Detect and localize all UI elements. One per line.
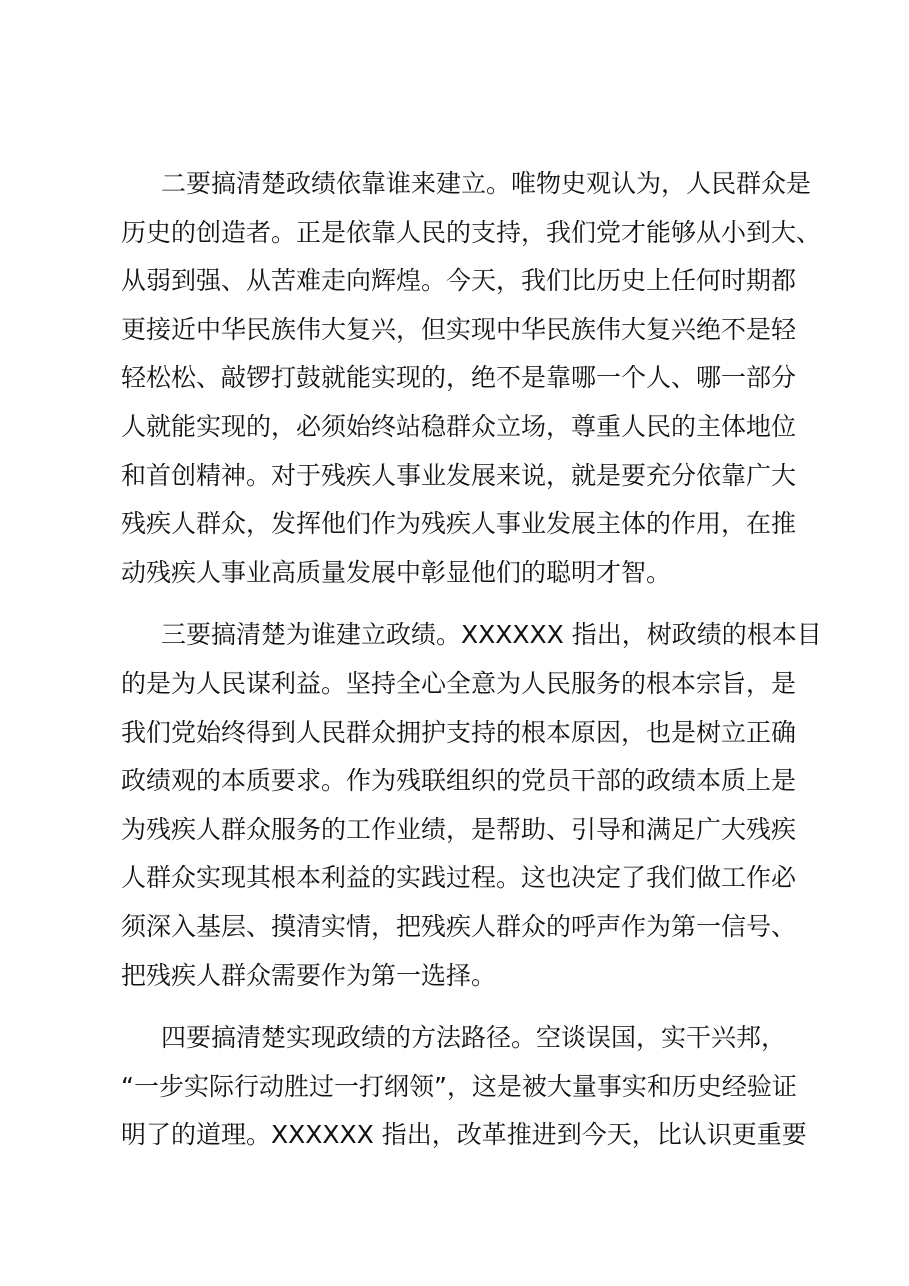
paragraph-line: 和首创精神。对于残疾人事业发展来说，就是要充分依靠广大 [121, 460, 797, 490]
paragraph-line: 人群众实现其根本利益的实践过程。这也决定了我们做工作必 [121, 863, 797, 893]
paragraph-line: 轻松松、敲锣打鼓就能实现的，绝不是靠哪一个人、哪一部分 [121, 363, 797, 393]
paragraph-line: 我们党始终得到人民群众拥护支持的根本原因，也是树立正确 [121, 717, 797, 747]
paragraph-line: 政绩观的本质要求。作为残联组织的党员干部的政绩本质上是 [121, 766, 797, 796]
paragraph-3 [121, 611, 821, 1000]
paragraph-line: 四要搞清楚实现政绩的方法路径。空谈误国，实干兴邦， [161, 1023, 787, 1053]
paragraph-line: 须深入基层、摸清实情，把残疾人群众的呼声作为第一信号、 [121, 911, 797, 941]
paragraph-4 [121, 1014, 821, 1160]
paragraph-line: 的是为人民谋利益。坚持全心全意为人民服务的根本宗旨，是 [121, 668, 797, 698]
paragraph-line: 历史的创造者。正是依靠人民的支持，我们党才能够从小到大、 [121, 217, 822, 247]
paragraph-line: 更接近中华民族伟大复兴，但实现中华民族伟大复兴绝不是轻 [121, 314, 797, 344]
paragraph-line: 明了的道理。XXXXXX 指出，改革推进到今天，比认识更重要 [121, 1120, 807, 1150]
paragraph-line: “一步实际行动胜过一打纲领”，这是被大量事实和历史经验证 [121, 1071, 797, 1101]
paragraph-line: 把残疾人群众需要作为第一选择。 [121, 960, 497, 990]
paragraph-line: 从弱到强、从苦难走向辉煌。今天，我们比历史上任何时期都 [121, 266, 797, 296]
paragraph-line: 动残疾人事业高质量发展中彰显他们的聪明才智。 [121, 557, 672, 587]
paragraph-spacer [121, 1000, 821, 1014]
paragraph-line: 残疾人群众，发挥他们作为残疾人事业发展主体的作用，在推 [121, 509, 797, 539]
paragraph-line: 为残疾人群众服务的工作业绩，是帮助、引导和满足广大残疾 [121, 814, 797, 844]
paragraph-line: 三要搞清楚为谁建立政绩。XXXXXX 指出，树政绩的根本目 [161, 620, 822, 650]
paragraph-spacer [121, 597, 821, 611]
paragraph-line: 人就能实现的，必须始终站稳群众立场，尊重人民的主体地位 [121, 411, 797, 441]
document-body [121, 160, 821, 1160]
paragraph-line: 二要搞清楚政绩依靠谁来建立。唯物史观认为，人民群众是 [161, 169, 812, 198]
paragraph-2 [121, 160, 821, 597]
